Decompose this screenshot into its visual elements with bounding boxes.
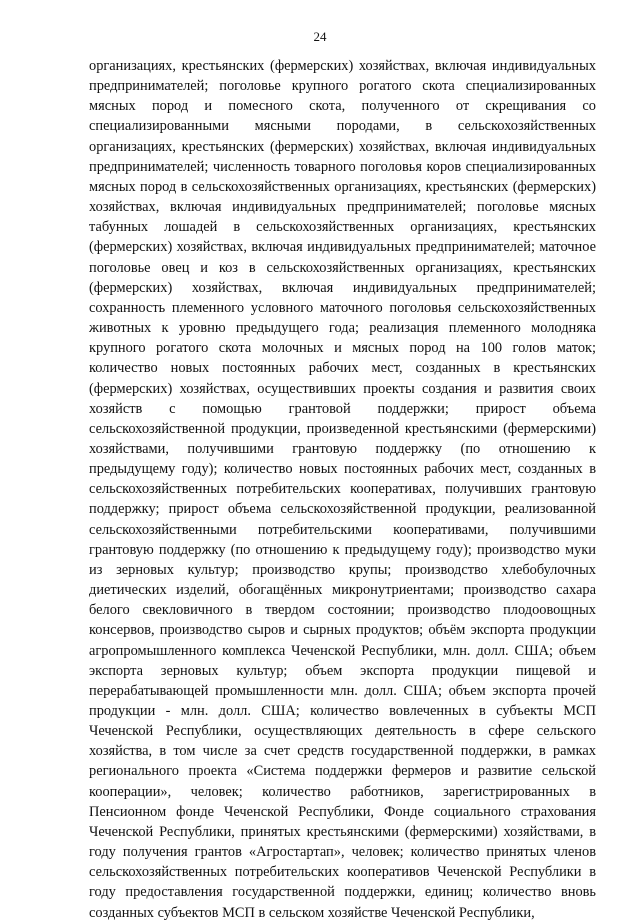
page-number: 24: [313, 29, 327, 44]
body-paragraph: организациях, крестьянских (фермерских) хозяйствах, включая индивидуальных предпринимателей; поголовье крупного рогатого скота специализированных мясных пород и помесного скота, полученного от скрещивания со специализированными мясными породами, в сельскохозяйственных организациях, крестьянских (фермерских) хозяйствах, включая индивидуальных предпринимателей; численность товарного поголовья коров специализированных мясных пород в сельскохозяйственных организациях, крестьянских (фермерских) хозяйствах, включая индивидуальных предпринимателей; поголовье мясных табунных лошадей в сельскохозяйственных организациях, крестьянских (фермерских) хозяйствах, включая индивидуальных предпринимателей; маточное поголовье овец и коз в сельскохозяйственных организациях, крестьянских (фермерских) хозяйствах, включая индивидуальных предпринимателей; сохранность племенного условного маточного поголовья сельскохозяйственных животных к уровню предыдущего года; реализация племенного молодняка крупного рогатого скота молочных и мясных пород на 100 голов маток; количество новых постоянных рабочих мест, созданных в крестьянских (фермерских) хозяйствах, осуществивших проекты создания и развития своих хозяйств с помощью грантовой поддержки; прирост объема сельскохозяйственной продукции, произведенной крестьянскими (фермерскими) хозяйствами, получившими грантовую поддержку (по отношению к предыдущему году); количество новых постоянных рабочих мест, созданных в сельскохозяйственных потребительских кооперативах, получивших грантовую поддержку; прирост объема сельскохозяйственной продукции, реализованной сельскохозяйственными потребительскими кооперативами, получившими грантовую поддержку (по отношению к предыдущему году); производство муки из зерновых культур; производство крупы; производство хлебобулочных диетических изделий, обогащённых микронутриентами; производство сахара белого свекловичного в твердом состоянии; производство плодоовощных консервов, производство сыров и сырных продуктов; объём экспорта продукции агропромышленного комплекса Чеченской Республики, млн. долл. США; объем экспорта зерновых культур; объем экспорта продукции пищевой и перерабатывающей промышленности млн. долл. США; объем экспорта прочей продукции - млн. долл. США; количество вовлеченных в субъекты МСП Чеченской Республики, осуществляющих деятельность в сфере сельского хозяйства, в том числе за счет средств государственной поддержки, в рамках регионального проекта «Система поддержки фермеров и развитие сельской кооперации», человек; количество работников, зарегистрированных в Пенсионном фонде Чеченской Республики, Фонде социального страхования Чеченской Республики, принятых крестьянскими (фермерскими) хозяйствами, в году получения грантов «Агростартап», человек; количество принятых членов сельскохозяйственных потребительских кооперативов Чеченской Республики в году предоставления государственной поддержки, единиц; количество вновь созданных субъектов МСП в сельском хозяйстве Чеченской Республики,: [89, 58, 596, 921]
